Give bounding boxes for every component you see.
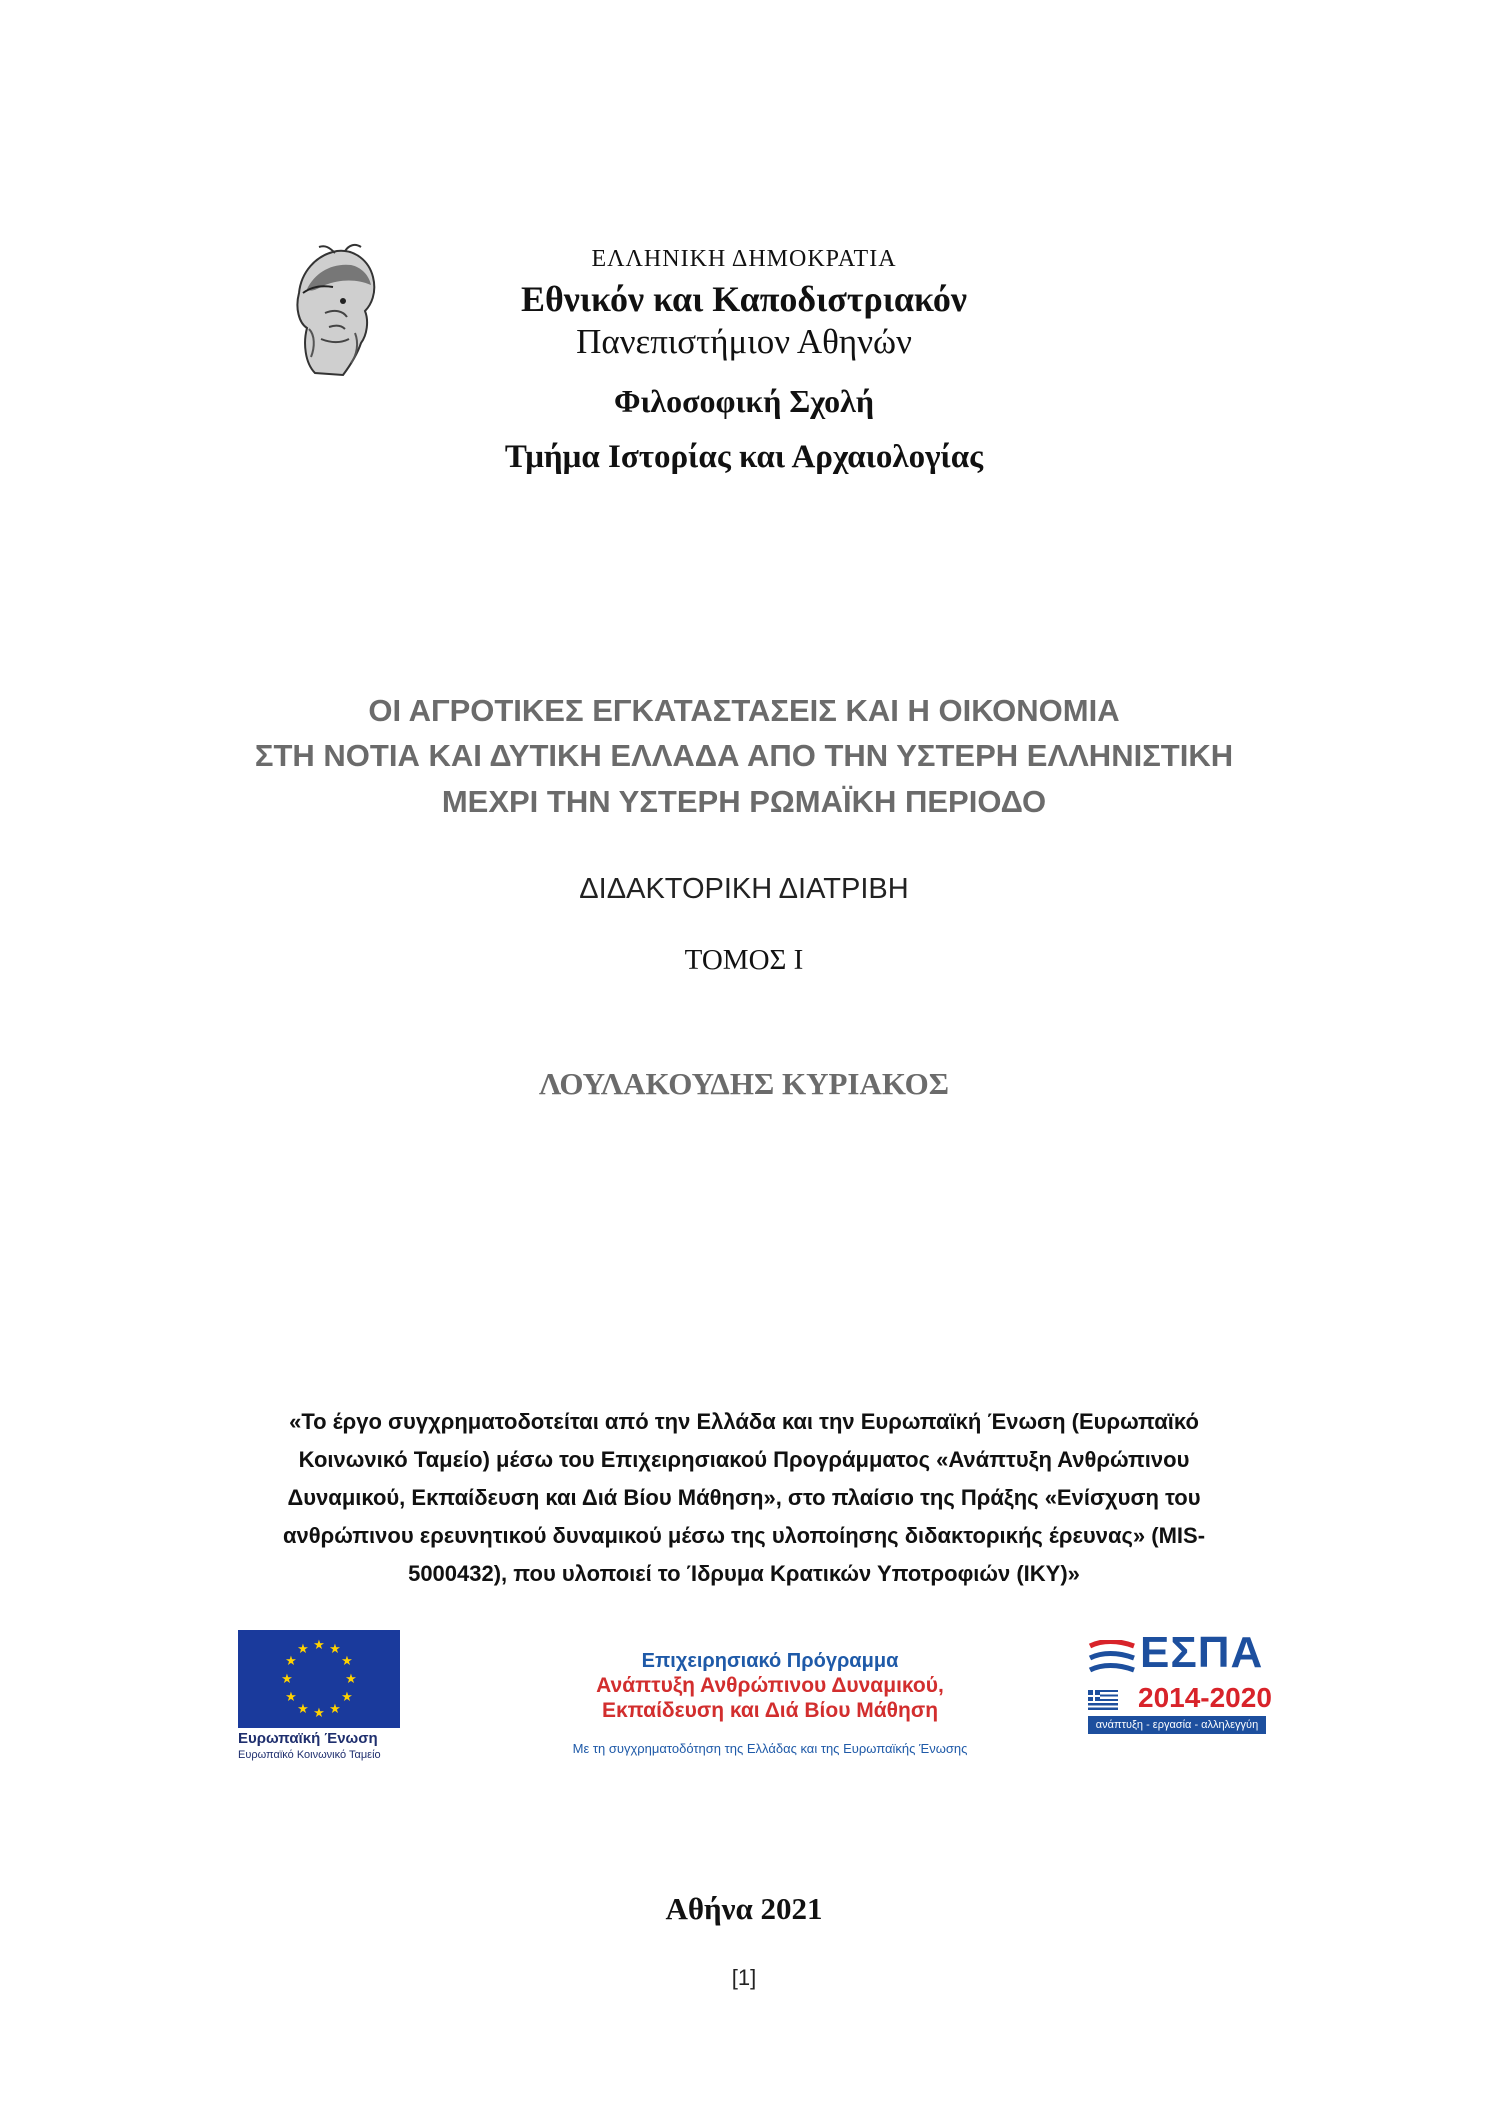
- espa-name: ΕΣΠΑ: [1140, 1628, 1264, 1677]
- department-name: Τμήμα Ιστορίας και Αρχαιολογίας: [504, 439, 984, 475]
- program-name-line2: Εκπαίδευση και Διά Βίου Μάθηση: [601, 1699, 939, 1722]
- cofunding-note: Με τη συγχρηματοδότηση της Ελλάδας και της Ευρωπαϊκής Ένωσης: [572, 1741, 968, 1756]
- svg-text:★: ★: [281, 1672, 293, 1687]
- espa-logo: [1088, 1628, 1273, 1742]
- program-label: Επιχειρησιακό Πρόγραμμα: [641, 1650, 899, 1672]
- university-name-line2: Πανεπιστήμιον Αθηνών: [576, 322, 912, 361]
- svg-text:★: ★: [341, 1654, 353, 1669]
- thesis-title-line: ΟΙ ΑΓΡΟΤΙΚΕΣ ΕΓΚΑΤΑΣΤΑΣΕΙΣ ΚΑΙ Η ΟΙΚΟΝΟΜΙΑ: [368, 693, 1120, 728]
- svg-text:★: ★: [297, 1702, 309, 1717]
- greek-flag-icon: [1088, 1690, 1118, 1710]
- svg-text:★: ★: [285, 1690, 297, 1705]
- svg-text:★: ★: [313, 1638, 325, 1653]
- svg-text:★: ★: [313, 1706, 325, 1721]
- page-number: [1]: [731, 1965, 757, 1990]
- svg-text:★: ★: [329, 1702, 341, 1717]
- operational-program-logo: [520, 1650, 1020, 1770]
- svg-text:★: ★: [329, 1642, 341, 1657]
- country-name: ΕΛΛΗΝΙΚΗ ΔΗΜΟΚΡΑΤΙΑ: [591, 246, 897, 272]
- svg-text:★: ★: [345, 1672, 357, 1687]
- eu-name: Ευρωπαϊκή Ένωση: [238, 1730, 378, 1747]
- funding-statement-line: ανθρώπινου ερευνητικού δυναμικού μέσω της υλοποίησης διδακτορικής έρευνας» (MIS-: [282, 1523, 1206, 1548]
- thesis-title-line: ΣΤΗ ΝΟΤΙΑ ΚΑΙ ΔΥΤΙΚΗ ΕΛΛΑΔΑ ΑΠΟ ΤΗΝ ΥΣΤΕΡΗ ΕΛΛΗΝΙΣΤΙΚΗ: [254, 738, 1234, 773]
- svg-text:★: ★: [285, 1654, 297, 1669]
- funding-statement-line: «Το έργο συγχρηματοδοτείται από την Ελλάδα και την Ευρωπαϊκή Ένωση (Ευρωπαϊκό: [289, 1409, 1199, 1434]
- svg-text:★: ★: [297, 1642, 309, 1657]
- espa-waves-icon: [1088, 1640, 1136, 1680]
- eu-fund-name: Ευρωπαϊκό Κοινωνικό Ταμείο: [238, 1749, 381, 1761]
- funding-statement-line: Δυναμικού, Εκπαίδευση και Διά Βίου Μάθηση», στο πλαίσιο της Πράξης «Ενίσχυση του: [287, 1485, 1201, 1510]
- eu-logo: [238, 1630, 403, 1760]
- svg-text:★: ★: [341, 1690, 353, 1705]
- document-type: ΔΙΔΑΚΤΟΡΙΚΗ ΔΙΑΤΡΙΒΗ: [579, 873, 909, 905]
- espa-years: 2014-2020: [1138, 1682, 1272, 1713]
- program-name-line1: Ανάπτυξη Ανθρώπινου Δυναμικού,: [596, 1674, 944, 1697]
- funding-statement-line: Κοινωνικό Ταμείο) μέσω του Επιχειρησιακού Προγράμματος «Ανάπτυξη Ανθρώπινου: [298, 1447, 1190, 1472]
- thesis-title-line: ΜΕΧΡΙ ΤΗΝ ΥΣΤΕΡΗ ΡΩΜΑΪΚΗ ΠΕΡΙΟΔΟ: [441, 784, 1047, 819]
- university-name-line1: Εθνικόν και Καποδιστριακόν: [521, 279, 967, 319]
- school-name: Φιλοσοφική Σχολή: [613, 383, 875, 419]
- volume-label: ΤΟΜΟΣ Ι: [684, 944, 804, 976]
- eu-flag-icon: [238, 1630, 400, 1728]
- espa-slogan: ανάπτυξη - εργασία - αλληλεγγύη: [1088, 1716, 1266, 1734]
- funding-statement-line: 5000432), που υλοποιεί το Ίδρυμα Κρατικών Υποτροφιών (ΙΚΥ)»: [408, 1561, 1080, 1586]
- place-and-year: Αθήνα 2021: [665, 1891, 823, 1926]
- author-name: ΛΟΥΛΑΚΟΥΔΗΣ ΚΥΡΙΑΚΟΣ: [538, 1066, 950, 1101]
